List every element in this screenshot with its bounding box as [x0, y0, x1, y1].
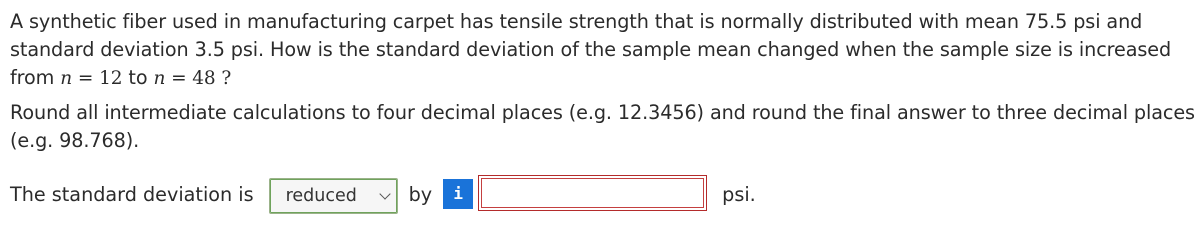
math-variable-n: n	[60, 68, 73, 89]
answer-input-frame	[478, 175, 707, 211]
info-button[interactable]	[443, 179, 473, 209]
change-direction-select[interactable]	[269, 178, 398, 214]
answer-input[interactable]	[481, 178, 704, 208]
question-text-part1: A synthetic fiber used in manufacturing carpet has tensile strength that is normally distributed with mean 75.5 psi and standard deviation 3.5 psi. How is the standard deviation of the sample mean changed when the sample size is increased from	[10, 10, 1172, 89]
math-value-from: 12	[99, 68, 123, 89]
math-equals: =	[77, 68, 94, 89]
question-paragraph	[10, 8, 1195, 93]
answer-prefix-label: The standard deviation is	[10, 182, 254, 206]
rounding-instructions: Round all intermediate calculations to four decimal places (e.g. 12.3456) and round the final answer to three decimal places (e.g. 98.768).	[10, 101, 1195, 152]
unit-label: psi.	[722, 182, 756, 206]
by-label: by	[408, 182, 433, 206]
chevron-down-icon	[379, 188, 390, 199]
math-value-to: 48	[192, 68, 216, 89]
math-variable-n: n	[153, 68, 166, 89]
question-text	[10, 8, 1195, 155]
answer-row	[10, 174, 756, 214]
math-equals: =	[171, 68, 187, 89]
math-question-mark: ?	[221, 68, 232, 89]
question-text-part2: to	[122, 66, 154, 89]
math-n-to	[153, 68, 231, 89]
info-icon: i	[453, 184, 463, 203]
select-selected-value: reduced	[285, 186, 357, 206]
math-n-from	[60, 68, 122, 89]
